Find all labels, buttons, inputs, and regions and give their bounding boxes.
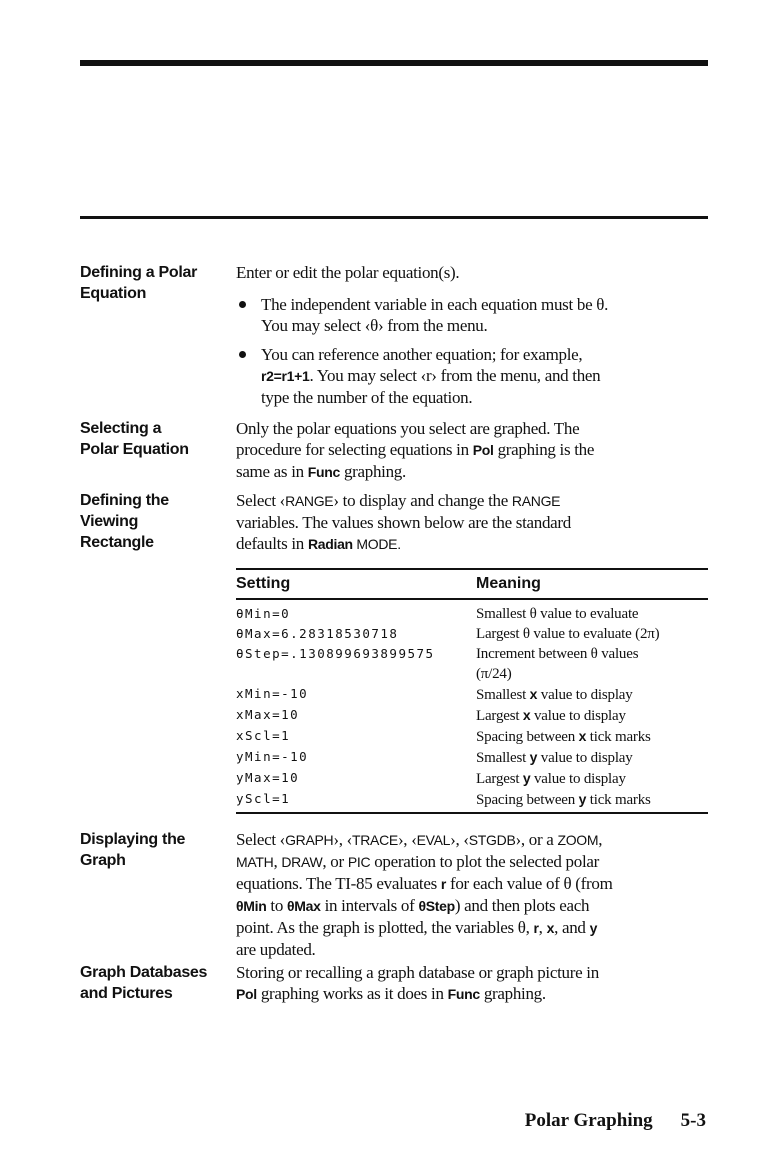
footer-title: Polar Graphing xyxy=(524,1110,653,1131)
table-row: xMax=10 Largest x value to display xyxy=(236,707,626,724)
bullet-item: The independent variable in each equation must be θ. You may select ‹θ› from the menu. xyxy=(236,294,708,336)
page-footer xyxy=(525,1110,706,1132)
table-row: yMax=10 Largest y value to display xyxy=(236,770,626,787)
table-row: xScl=1 Spacing between x tick marks xyxy=(236,728,651,745)
bullet-list xyxy=(236,294,708,416)
bullet-dot-icon xyxy=(239,351,246,358)
table-row: (π/24) xyxy=(476,666,512,682)
heading-selecting-polar-equation: Selecting a Polar Equation xyxy=(80,420,189,458)
table-row: θMin=0 Smallest θ value to evaluate xyxy=(236,606,639,622)
heading-defining-polar-equation: Defining a Polar Equation xyxy=(80,264,197,302)
heading-displaying-graph: Displaying the Graph xyxy=(80,831,186,869)
bullet-item: You can reference another equation; for example, r2=r1+1. You may select ‹r› from the menu, and then type the number of the equation. xyxy=(236,344,708,408)
table-header: Setting Meaning xyxy=(236,568,708,600)
heading-graph-databases: Graph Databases and Pictures xyxy=(80,964,208,1002)
code-example: r2=r1+1 xyxy=(261,368,310,384)
section-rule xyxy=(80,216,708,219)
range-settings-table xyxy=(236,568,708,814)
table-body xyxy=(236,600,708,814)
table-row: yScl=1 Spacing between y tick marks xyxy=(236,791,651,808)
heading-defining-viewing-rectangle: Defining the Viewing Rectangle xyxy=(80,492,169,551)
displaying-graph-text: Select ‹GRAPH›, ‹TRACE›, ‹EVAL›, ‹STGDB›, or a ZOOM, MATH, DRAW, or PIC operation to plot the selected polar equations. The TI‑85 evaluates r for each value of θ (from θMin to θMax in intervals of θStep) and then plots each point. As the graph is plotted, the variables θ, r, x, and y are updated. xyxy=(236,830,613,959)
bullet-dot-icon xyxy=(239,301,246,308)
table-row: θMax=6.28318530718 Largest θ value to evaluate (2π) xyxy=(236,626,660,642)
table-row: yMin=-10 Smallest y value to display xyxy=(236,749,633,766)
selecting-polar-text: Only the polar equations you select are graphed. The procedure for selecting equations in Pol graphing is the same as in Func graphing. xyxy=(236,419,595,481)
defining-polar-intro: Enter or edit the polar equation(s). xyxy=(236,263,460,282)
table-row: xMin=-10 Smallest x value to display xyxy=(236,686,633,703)
viewing-rectangle-text: Select ‹RANGE› to display and change the RANGE variables. The values shown below are the standard defaults in Radian MODE. xyxy=(236,491,571,553)
graph-databases-text: Storing or recalling a graph database or graph picture in Pol graphing works as it does in Func graphing. xyxy=(236,963,599,1003)
page-number: 5‑3 xyxy=(680,1110,706,1131)
top-rule xyxy=(80,60,708,66)
table-row: θStep=.130899693899575 Increment between θ values xyxy=(236,646,639,662)
